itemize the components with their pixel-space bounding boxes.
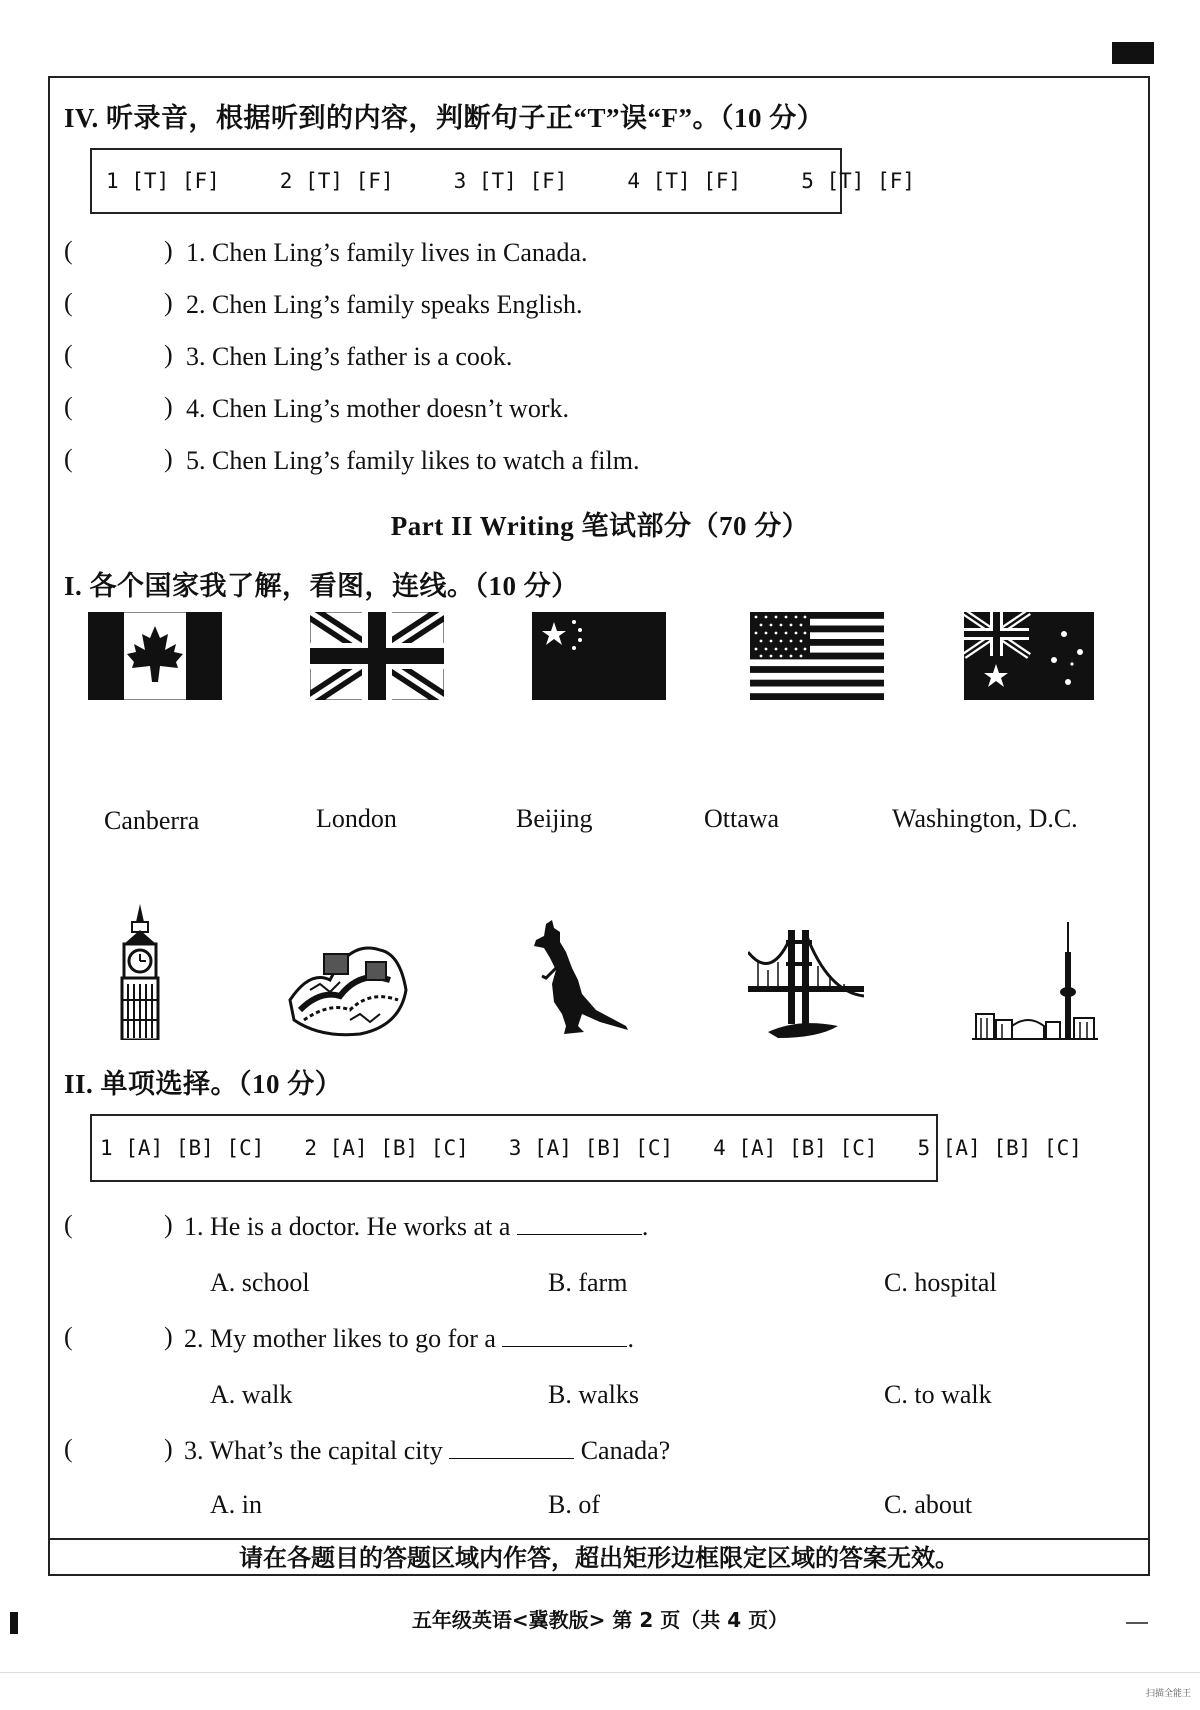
answer-paren: ( — [64, 392, 73, 421]
answer-paren: ( — [64, 288, 73, 317]
answer-bubble-5[interactable]: 5 [A] [B] [C] — [917, 1136, 1082, 1160]
option-b: B. walks — [548, 1380, 639, 1409]
option-c: C. about — [884, 1490, 973, 1519]
choice-question-1 — [184, 1212, 648, 1242]
question-stem: 3. What’s the capital city — [184, 1436, 443, 1465]
tf-question-5: 5. Chen Ling’s family likes to watch a film. — [186, 446, 640, 475]
question-stem-end: . — [641, 1212, 649, 1241]
answer-paren: ( — [64, 1322, 73, 1351]
option-c: C. hospital — [884, 1268, 997, 1297]
answer-paren: ) — [164, 392, 173, 421]
answer-blank[interactable] — [502, 1324, 627, 1347]
writing-part-heading: Part II Writing 笔试部分（70 分） — [390, 511, 810, 541]
canada-flag-icon — [88, 612, 222, 700]
answer-paren: ( — [64, 236, 73, 265]
answer-blank[interactable] — [517, 1212, 642, 1235]
question-stem-end: . — [627, 1324, 634, 1353]
city-london: London — [316, 804, 397, 833]
answer-paren: ( — [64, 1210, 73, 1239]
answer-bubble-1[interactable]: 1 [A] [B] [C] — [100, 1136, 265, 1160]
option-a: A. walk — [210, 1380, 293, 1409]
kangaroo-icon — [526, 918, 636, 1038]
city-beijing: Beijing — [516, 804, 593, 833]
tf-question-1: 1. Chen Ling’s family lives in Canada. — [186, 238, 588, 267]
option-a: A. school — [210, 1268, 310, 1297]
answer-paren: ) — [164, 1322, 173, 1351]
answer-paren: ) — [164, 288, 173, 317]
tf-question-2: 2. Chen Ling’s family speaks English. — [186, 290, 583, 319]
tf-question-4: 4. Chen Ling’s mother doesn’t work. — [186, 394, 569, 423]
answer-blank[interactable] — [449, 1436, 574, 1459]
answer-bubble-3[interactable]: 3 [T] [F] — [453, 169, 568, 193]
answer-bubble-4[interactable]: 4 [A] [B] [C] — [713, 1136, 878, 1160]
australia-flag-icon — [964, 612, 1094, 700]
city-washington-dc: Washington, D.C. — [892, 804, 1078, 833]
answer-paren: ) — [164, 340, 173, 369]
answer-paren: ) — [164, 1434, 173, 1463]
answer-area-notice: 请在各题目的答题区域内作答，超出矩形边框限定区域的答案无效。 — [48, 1538, 1150, 1576]
answer-paren: ) — [164, 1210, 173, 1239]
answer-paren: ( — [64, 1434, 73, 1463]
answer-bubble-1[interactable]: 1 [T] [F] — [106, 169, 220, 193]
matching-section-title: I. 各个国家我了解，看图，连线。（10 分） — [64, 571, 579, 601]
choice-question-3 — [184, 1436, 670, 1466]
golden-gate-bridge-icon — [748, 922, 864, 1040]
answer-bubble-5[interactable]: 5 [T] [F] — [801, 169, 915, 193]
uk-flag-icon — [310, 612, 444, 700]
alignment-marker — [1112, 42, 1154, 64]
scanner-watermark: 扫描全能王 — [1146, 1689, 1192, 1699]
divider — [1126, 1622, 1148, 1624]
question-stem-end: Canada? — [580, 1436, 671, 1465]
option-c: C. to walk — [884, 1380, 992, 1409]
answer-paren: ) — [164, 444, 173, 473]
usa-flag-icon — [750, 612, 884, 700]
answer-paren: ) — [164, 236, 173, 265]
divider — [0, 1672, 1200, 1673]
tf-question-3: 3. Chen Ling’s father is a cook. — [186, 342, 513, 371]
option-a: A. in — [210, 1490, 262, 1519]
answer-bubble-4[interactable]: 4 [T] [F] — [627, 169, 742, 193]
choice-section-title: II. 单项选择。（10 分） — [64, 1069, 343, 1099]
big-ben-icon — [110, 904, 170, 1040]
cn-tower-skyline-icon — [972, 922, 1098, 1040]
city-ottawa: Ottawa — [704, 804, 780, 833]
choice-answer-box — [90, 1114, 1082, 1182]
answer-paren: ( — [64, 340, 73, 369]
listening-section-title: IV. 听录音，根据听到的内容，判断句子正“T”误“F”。（10 分） — [64, 103, 825, 133]
answer-bubble-3[interactable]: 3 [A] [B] [C] — [508, 1136, 674, 1160]
choice-question-2 — [184, 1324, 634, 1354]
option-b: B. of — [548, 1490, 600, 1519]
answer-bubble-2[interactable]: 2 [T] [F] — [279, 169, 394, 193]
listening-answer-box — [90, 148, 915, 214]
answer-paren: ( — [64, 444, 73, 473]
china-flag-icon — [532, 612, 666, 700]
answer-bubble-2[interactable]: 2 [A] [B] [C] — [304, 1136, 469, 1160]
question-stem: 2. My mother likes to go for a — [184, 1324, 496, 1353]
city-canberra: Canberra — [104, 806, 200, 835]
option-b: B. farm — [548, 1268, 628, 1297]
page-footer: 五年级英语<冀教版> 第 2 页（共 4 页） — [411, 1608, 789, 1632]
question-stem: 1. He is a doctor. He works at a — [184, 1212, 511, 1241]
great-wall-icon — [280, 930, 412, 1038]
